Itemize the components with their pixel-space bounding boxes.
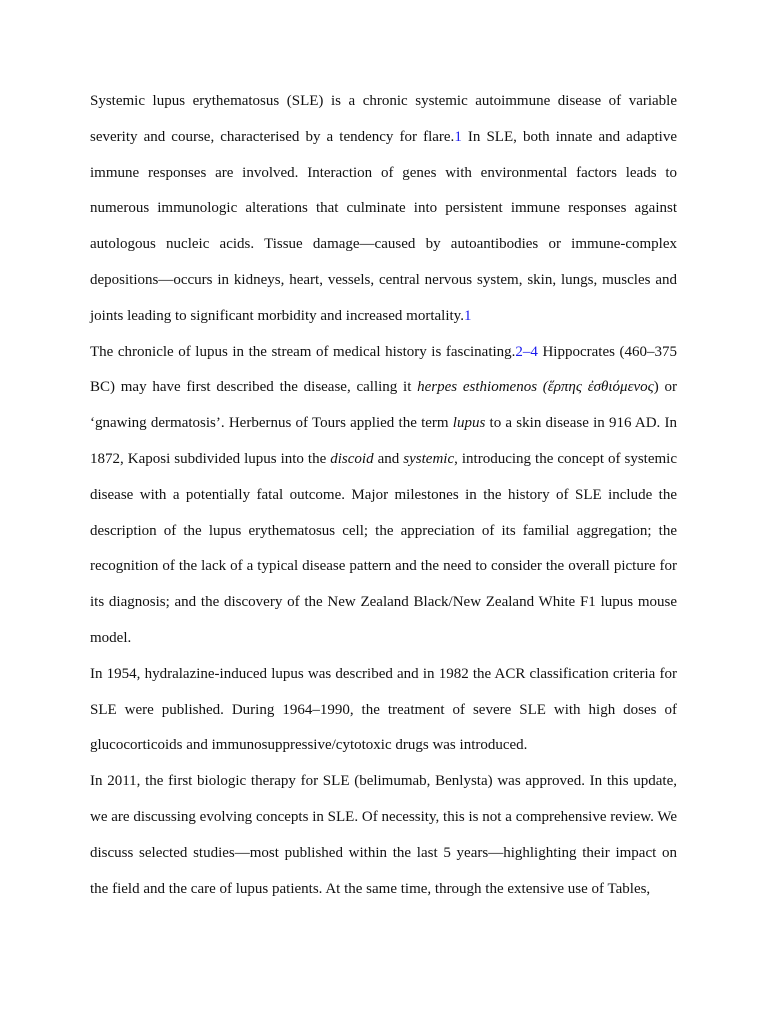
paragraph-history [90, 335, 677, 657]
italic-term-herpes-esthiomenos: herpes esthiomenos (ἕρπης ἐσθιόμενος [417, 379, 654, 396]
reference-link-1[interactable]: 1 [454, 128, 462, 145]
reference-link-2-4[interactable]: 2–4 [515, 343, 538, 360]
paragraph-treatment [90, 657, 677, 764]
text-segment: to a skin disease in 916 AD. In 1872, Kaposi subdivided lupus into the [90, 415, 677, 467]
paragraph-update [90, 764, 677, 907]
reference-link-1[interactable]: 1 [463, 307, 472, 324]
text-segment: Hippocrates (460–375 BC) may have first described the disease, calling it [90, 343, 678, 396]
italic-term-lupus: lupus [452, 415, 486, 432]
document-body [90, 84, 677, 907]
text-segment: Systemic lupus erythematosus (SLE) is a chronic systemic autoimmune disease of variable severity and course, characterised by a tendency for flare. [90, 93, 677, 145]
italic-term-systemic: systemic [403, 450, 455, 467]
text-segment: and [373, 450, 404, 467]
text-segment: In 1954, hydralazine-induced lupus was described and in 1982 the ACR classification criteria for SLE were published. During 1964–1990, the treatment of severe SLE with high doses of glucocorticoids and immunosuppressive/cytotoxic drugs was introduced. [90, 665, 677, 754]
text-segment: , introducing the concept of systemic disease with a potentially fatal outcome. Major milestones in the history of SLE include the description of the lupus erythematosus cell; the appreciation of its familial aggregation; the recognition of the lack of a typical disease pattern and the need to consider the overall picture for its diagnosis; and the discovery of the New Zealand Black/New Zealand White F1 lupus mouse model. [90, 450, 677, 646]
paragraph-intro [90, 84, 677, 335]
text-segment: ) or ‘gnawing dermatosis’. Herbernus of Tours applied the term [90, 379, 677, 432]
text-segment: In SLE, both innate and adaptive immune responses are involved. Interaction of genes with environmental factors leads to numerous immunologic alterations that culminate into persistent immune responses against autologous nucleic acids. Tissue damage—caused by autoantibodies or immune-complex depositions—occurs in kidneys, heart, vessels, central nervous system, skin, lungs, muscles and joints leading to significant morbidity and increased mortality. [90, 128, 677, 324]
italic-term-discoid: discoid [330, 450, 374, 467]
text-segment: The chronicle of lupus in the stream of medical history is fascinating. [90, 343, 516, 360]
text-segment: In 2011, the first biologic therapy for SLE (belimumab, Benlysta) was approved. In this update, we are discussing evolving concepts in SLE. Of necessity, this is not a comprehensive review. We discuss selected studies—most published within the last 5 years—highlighting their impact on the field and the care of lupus patients. At the same time, through the extensive use of Tables, [90, 773, 677, 897]
